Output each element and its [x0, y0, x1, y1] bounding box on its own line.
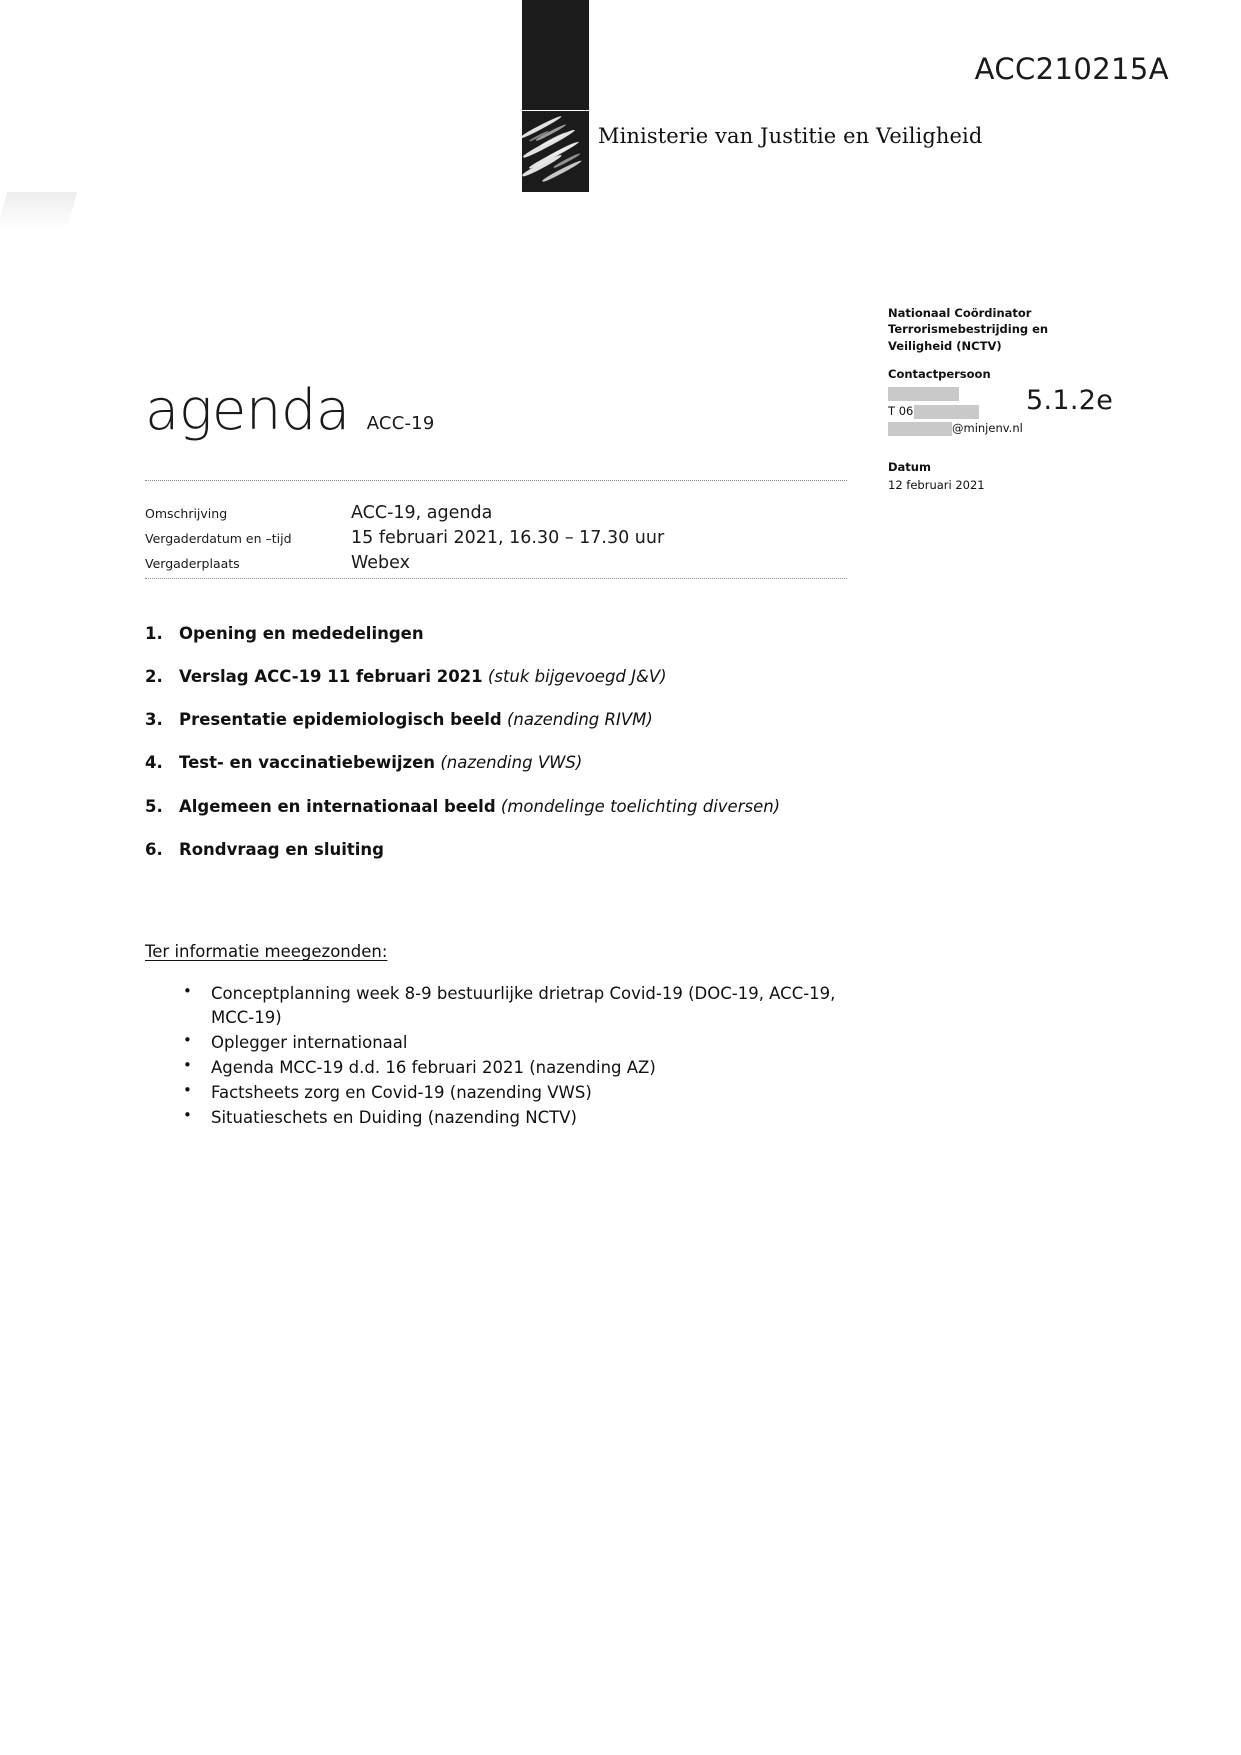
page-title-main: agenda — [145, 378, 350, 443]
agenda-item-text — [179, 667, 667, 688]
agenda-items-list — [145, 624, 905, 883]
meta-row — [145, 528, 845, 548]
divider-top — [145, 480, 847, 481]
meta-key-vergaderplaats: Vergaderplaats — [145, 556, 240, 571]
logo-ribbon-graphic — [522, 111, 589, 192]
meta-key-omschrijving: Omschrijving — [145, 506, 228, 521]
agenda-item — [145, 710, 905, 731]
logo-shadow — [0, 192, 77, 228]
redaction-block-email — [888, 422, 952, 436]
agenda-item — [145, 840, 905, 861]
meta-value-vergaderplaats: Webex — [351, 553, 410, 573]
logo-bar — [522, 0, 589, 110]
list-item: • Conceptplanning week 8-9 bestuurlijke drietrap Covid-19 (DOC-19, ACC-19, MCC-19) — [179, 982, 866, 1030]
enclosures-list — [179, 982, 879, 1131]
meta-value-vergaderdatum: 15 februari 2021, 16.30 – 17.30 uur — [351, 528, 665, 548]
agenda-item-note: (nazending VWS) — [440, 753, 583, 773]
meta-value-omschrijving: ACC-19, agenda — [351, 503, 493, 523]
list-item: • Oplegger internationaal — [179, 1031, 879, 1055]
email-row — [888, 420, 1088, 437]
agenda-item-number: 6. — [145, 839, 163, 859]
meta-row — [145, 503, 845, 523]
redaction-marking-512e: 5.1.2e — [1026, 385, 1114, 416]
agenda-item-note: (stuk bijgevoegd J&V) — [487, 667, 667, 687]
list-item: • Situatieschets en Duiding (nazending NCTV) — [179, 1106, 879, 1130]
agenda-item-title: Verslag ACC-19 11 februari 2021 — [179, 667, 483, 687]
datum-label: Datum — [888, 460, 931, 475]
agenda-item — [145, 797, 905, 818]
contactpersoon-label: Contactpersoon — [888, 366, 991, 381]
datum-value: 12 februari 2021 — [888, 477, 985, 492]
organisation-name: Nationaal Coördinator Terrorismebestrijding en Veiligheid (NCTV) — [888, 306, 1049, 353]
agenda-item-note: (mondelinge toelichting diversen) — [500, 796, 781, 816]
agenda-item-number: 5. — [145, 796, 163, 816]
datum-block — [888, 459, 1088, 493]
agenda-item — [145, 624, 905, 645]
agenda-item — [145, 753, 905, 774]
agenda-item-text — [179, 710, 653, 731]
redaction-block-contact-name — [888, 387, 959, 401]
agenda-item-number: 2. — [145, 667, 163, 687]
agenda-item-number: 4. — [145, 753, 163, 773]
agenda-item-note: (nazending RIVM) — [506, 710, 653, 730]
ministry-name: Ministerie van Justitie en Veiligheid — [598, 124, 983, 148]
agenda-item-title: Opening en mededelingen — [179, 624, 424, 643]
phone-prefix-label: T — [888, 404, 896, 419]
agenda-item-text — [179, 840, 384, 861]
meta-key-vergaderdatum: Vergaderdatum en –tijd — [145, 531, 292, 546]
meeting-metadata-table — [145, 503, 845, 578]
meta-row — [145, 553, 845, 573]
page-title-sub: ACC-19 — [366, 413, 435, 434]
rijksoverheid-ribbon-logo — [522, 0, 589, 192]
agenda-item-number: 3. — [145, 710, 163, 730]
agenda-item-text — [179, 797, 780, 818]
agenda-item-number: 1. — [145, 624, 163, 643]
redaction-block-phone — [914, 405, 979, 419]
document-code: ACC210215A — [974, 52, 1169, 86]
email-domain: @minjenv.nl — [952, 421, 1023, 436]
enclosures-heading: Ter informatie meegezonden: — [145, 942, 388, 961]
agenda-item-title: Rondvraag en sluiting — [179, 839, 384, 859]
list-item: • Agenda MCC-19 d.d. 16 februari 2021 (nazending AZ) — [179, 1056, 879, 1080]
agenda-item-text — [179, 624, 424, 645]
agenda-item-title: Algemeen en internationaal beeld — [179, 796, 496, 816]
page-title — [145, 378, 435, 443]
agenda-item-text — [179, 753, 582, 774]
agenda-item-title: Test- en vaccinatiebewijzen — [179, 753, 436, 773]
agenda-item — [145, 667, 905, 688]
list-item: • Factsheets zorg en Covid-19 (nazending VWS) — [179, 1081, 879, 1105]
agenda-item-title: Presentatie epidemiologisch beeld — [179, 710, 502, 730]
divider-bottom — [145, 578, 847, 579]
phone-number-prefix: 06 — [898, 404, 914, 419]
